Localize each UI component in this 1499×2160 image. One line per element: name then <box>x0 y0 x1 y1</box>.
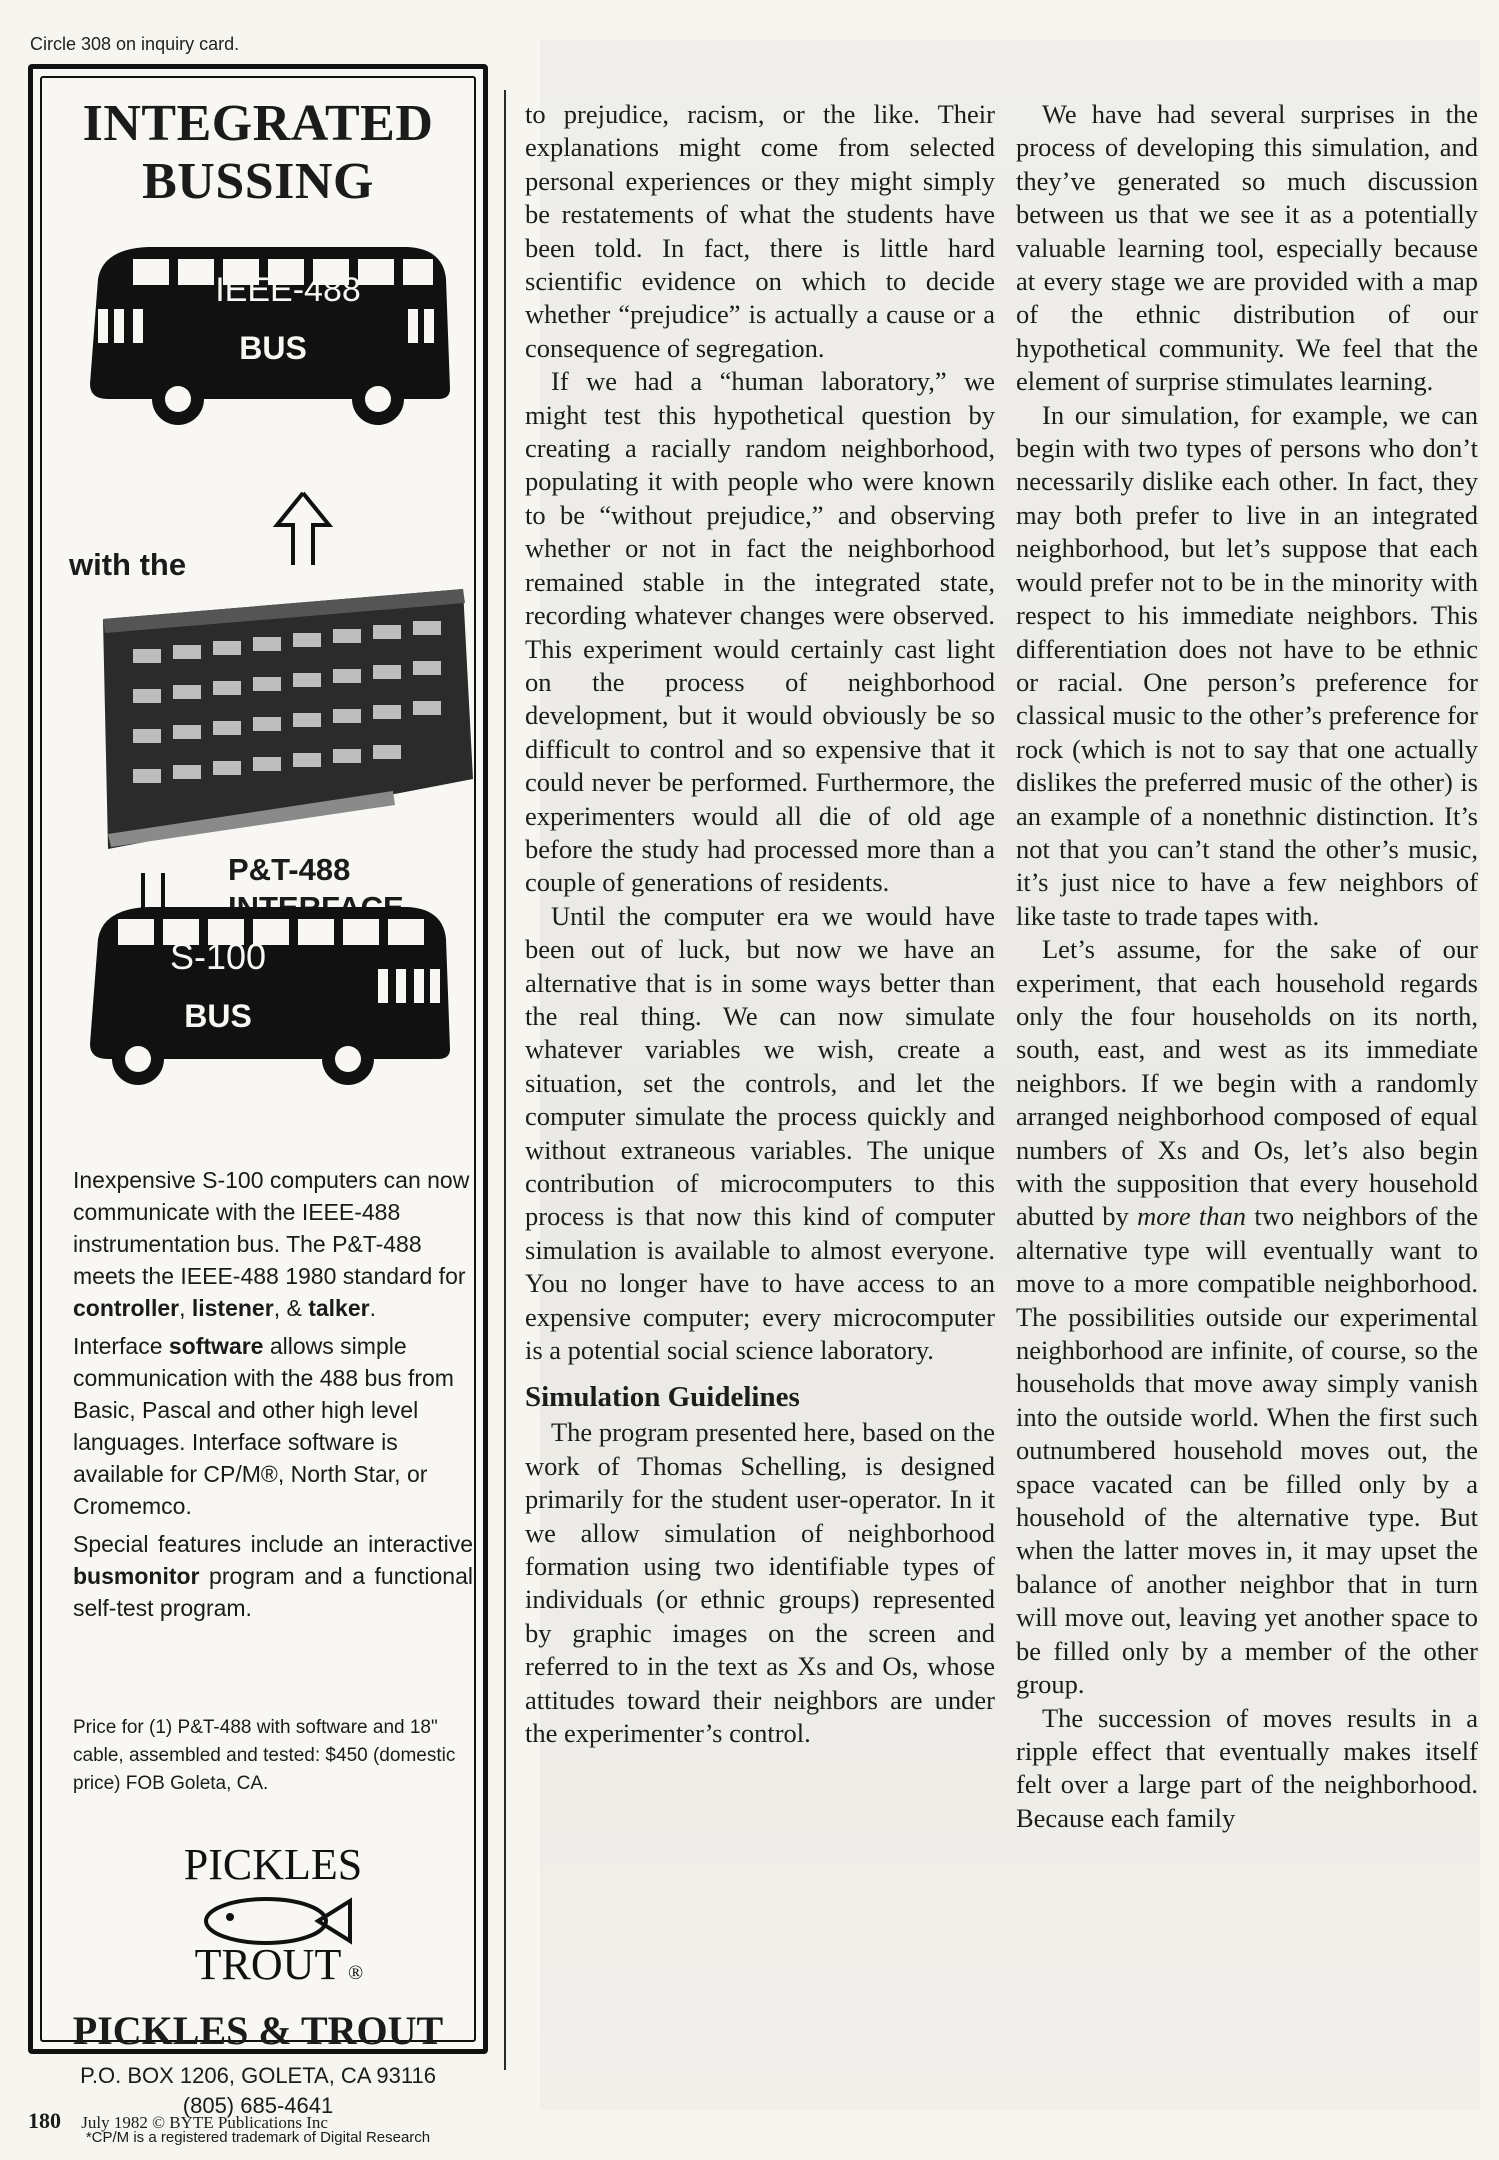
with-the-label: with the <box>69 547 187 582</box>
article-column-2 <box>1016 98 1478 1835</box>
page-number: 180 <box>28 2108 61 2133</box>
column-rule <box>504 90 506 2070</box>
paragraph: In our simulation, for example, we can begin with two types of persons who don’t necessarily dislike each other. In fact, they may both prefer to live in an integrated neighborhood, but let’s suppose that each would prefer not to be in the minority with respect to his immediate neighbors. This differentiation does not have to be ethnic or racial. One person’s preference for classical music to the other’s preference for rock (which is not to say that one actually dislikes the preferred music of the other) is an example of a nonethnic distinction. It’s not that you can’t stand the other’s music, it’s just nice to have a few neighbors of like taste to trade tapes with. <box>1016 399 1478 931</box>
paragraph: Let’s assume, for the sake of our experiment, that each household regards only the four households on its north, south, east, and west as its immediate neighbors. If we begin with a randomly arranged neighborhood composed of equal numbers of Xs and Os, let’s also begin with the supposition that every household abutted by more than two neighbors of the alternative type will eventually want to move to a more compatible neighborhood. The possibilities outside our experimental neighborhood are infinite, of course, so the households that move away simply vanish into the outside world. When the first such outnumbered household moves out, the space vacated can be filled only by a household of the alternative type. But when the latter moves in, it may upset the balance of another neighbor that in turn will move out, leaving yet another space to be filled only by a member of the other group. <box>1016 934 1478 1700</box>
pickles-trout-logo <box>168 1829 378 2009</box>
inquiry-note: Circle 308 on inquiry card. <box>30 34 240 54</box>
logo-registered-mark: ® <box>348 1962 364 1984</box>
company-name: PICKLES & TROUT <box>72 2008 444 2053</box>
paragraph: to prejudice, racism, or the like. Their explanations might come from selected personal experiences or they might simply be restatements of what the students have been told. In fact, there is little hard scientific evidence on which to decide whether “prejudice” is actually a cause or a consequence of segregation. <box>525 99 995 363</box>
s100-bus-label-2: BUS <box>184 998 252 1034</box>
s100-bus-label: S-100 <box>169 936 267 977</box>
ad-para-3: Special features include an interactive busmonitor program and a functional self-test program. <box>73 1531 473 1621</box>
ad-price: Price for (1) P&T-488 with software and 18" cable, assembled and tested: $450 (domestic price) FOB Goleta, CA. <box>73 1717 456 1794</box>
ieee-488-bus-illustration <box>78 239 463 429</box>
paragraph: We have had several surprises in the process of developing this simulation, and they’ve generated so much discussion between us that we see it as a potentially valuable learning tool, especially because at every stage we are provided with a map of the ethnic distribution of our hypothetical community. We feel that the element of surprise stimulates learning. <box>1016 99 1478 397</box>
ad-headline <box>33 95 483 211</box>
paragraph: If we had a “human laboratory,” we might test this hypothetical question by creating a racially random neighborhood, populating it with people who were known to be “without prejudice,” and observing whether or not in fact the neighborhood remained stable in the integrated state, recording whatever changes were observed. This experiment would certainly cast light on the process of neighborhood development, but it would obviously be so difficult to control and so expensive that it could never be performed. Furthermore, the experimenters would all die of old age before the study had processed more than a couple of generations of residents. <box>525 366 995 898</box>
trademark-footnote: *CP/M is a registered trademark of Digital Research <box>85 2129 431 2146</box>
address-line: P.O. BOX 1206, GOLETA, CA 93116 <box>80 2063 436 2088</box>
paragraph: Until the computer era we would have been out of luck, but now we have an alternative that is in some ways better than the real thing. We can now simulate whatever variables we wish, create a situation, set the controls, and let the computer simulate the process quickly and without extraneous variables. The unique contribution of microcomputers to this process is that now this kind of computer simulation is available to almost everyone. You no longer have to have access to an expensive computer; every microcomputer is a potential social science laboratory. <box>525 900 995 1366</box>
article-column-1 <box>525 98 995 1751</box>
phone-line: (805) 685-4641 <box>182 2093 334 2118</box>
ieee-bus-label: IEEE-488 <box>215 271 361 309</box>
paragraph: The succession of moves results in a ripple effect that eventually makes itself felt over a large part of the neighborhood. Because each family <box>1016 1702 1478 1833</box>
ieee-bus-label-2: BUS <box>239 330 307 366</box>
section-heading: Simulation Guidelines <box>525 1381 800 1414</box>
ad-para-1: Inexpensive S-100 computers can now communicate with the IEEE-488 instrumentation bus. The P&T-488 meets the IEEE-488 1980 standard for controller, listener, & talker. <box>73 1167 470 1321</box>
ad-headline-line1: INTEGRATED <box>82 95 434 152</box>
paragraph: The program presented here, based on the work of Thomas Schelling, is designed primarily for the student user-operator. In it we allow simulation of neighborhood formation using two identifiable types of individuals (or ethnic groups) represented by graphic images on the screen and referred to in the text as Xs and Os, whose attitudes toward their neighbors are under the experimenter’s control. <box>525 1417 995 1749</box>
s-100-bus-illustration <box>78 899 463 1089</box>
arrow-up-icon <box>273 489 333 569</box>
issue-line: July 1982 © BYTE Publications Inc <box>81 2113 328 2132</box>
circuit-board-photo <box>93 579 478 859</box>
logo-text-bottom: TROUT <box>194 1940 342 1989</box>
page-footer <box>28 2108 328 2134</box>
logo-text-top: PICKLES <box>183 1840 363 1889</box>
ad-para-2: Interface software allows simple communication with the 488 bus from Basic, Pascal and other high level languages. Interface software is available for CP/M®, North Star, or Cromemco. <box>73 1333 454 1519</box>
ad-body-copy <box>73 1164 473 1630</box>
product-name-line1: P&T-488 <box>228 852 351 887</box>
ad-headline-line2: BUSSING <box>142 153 374 210</box>
